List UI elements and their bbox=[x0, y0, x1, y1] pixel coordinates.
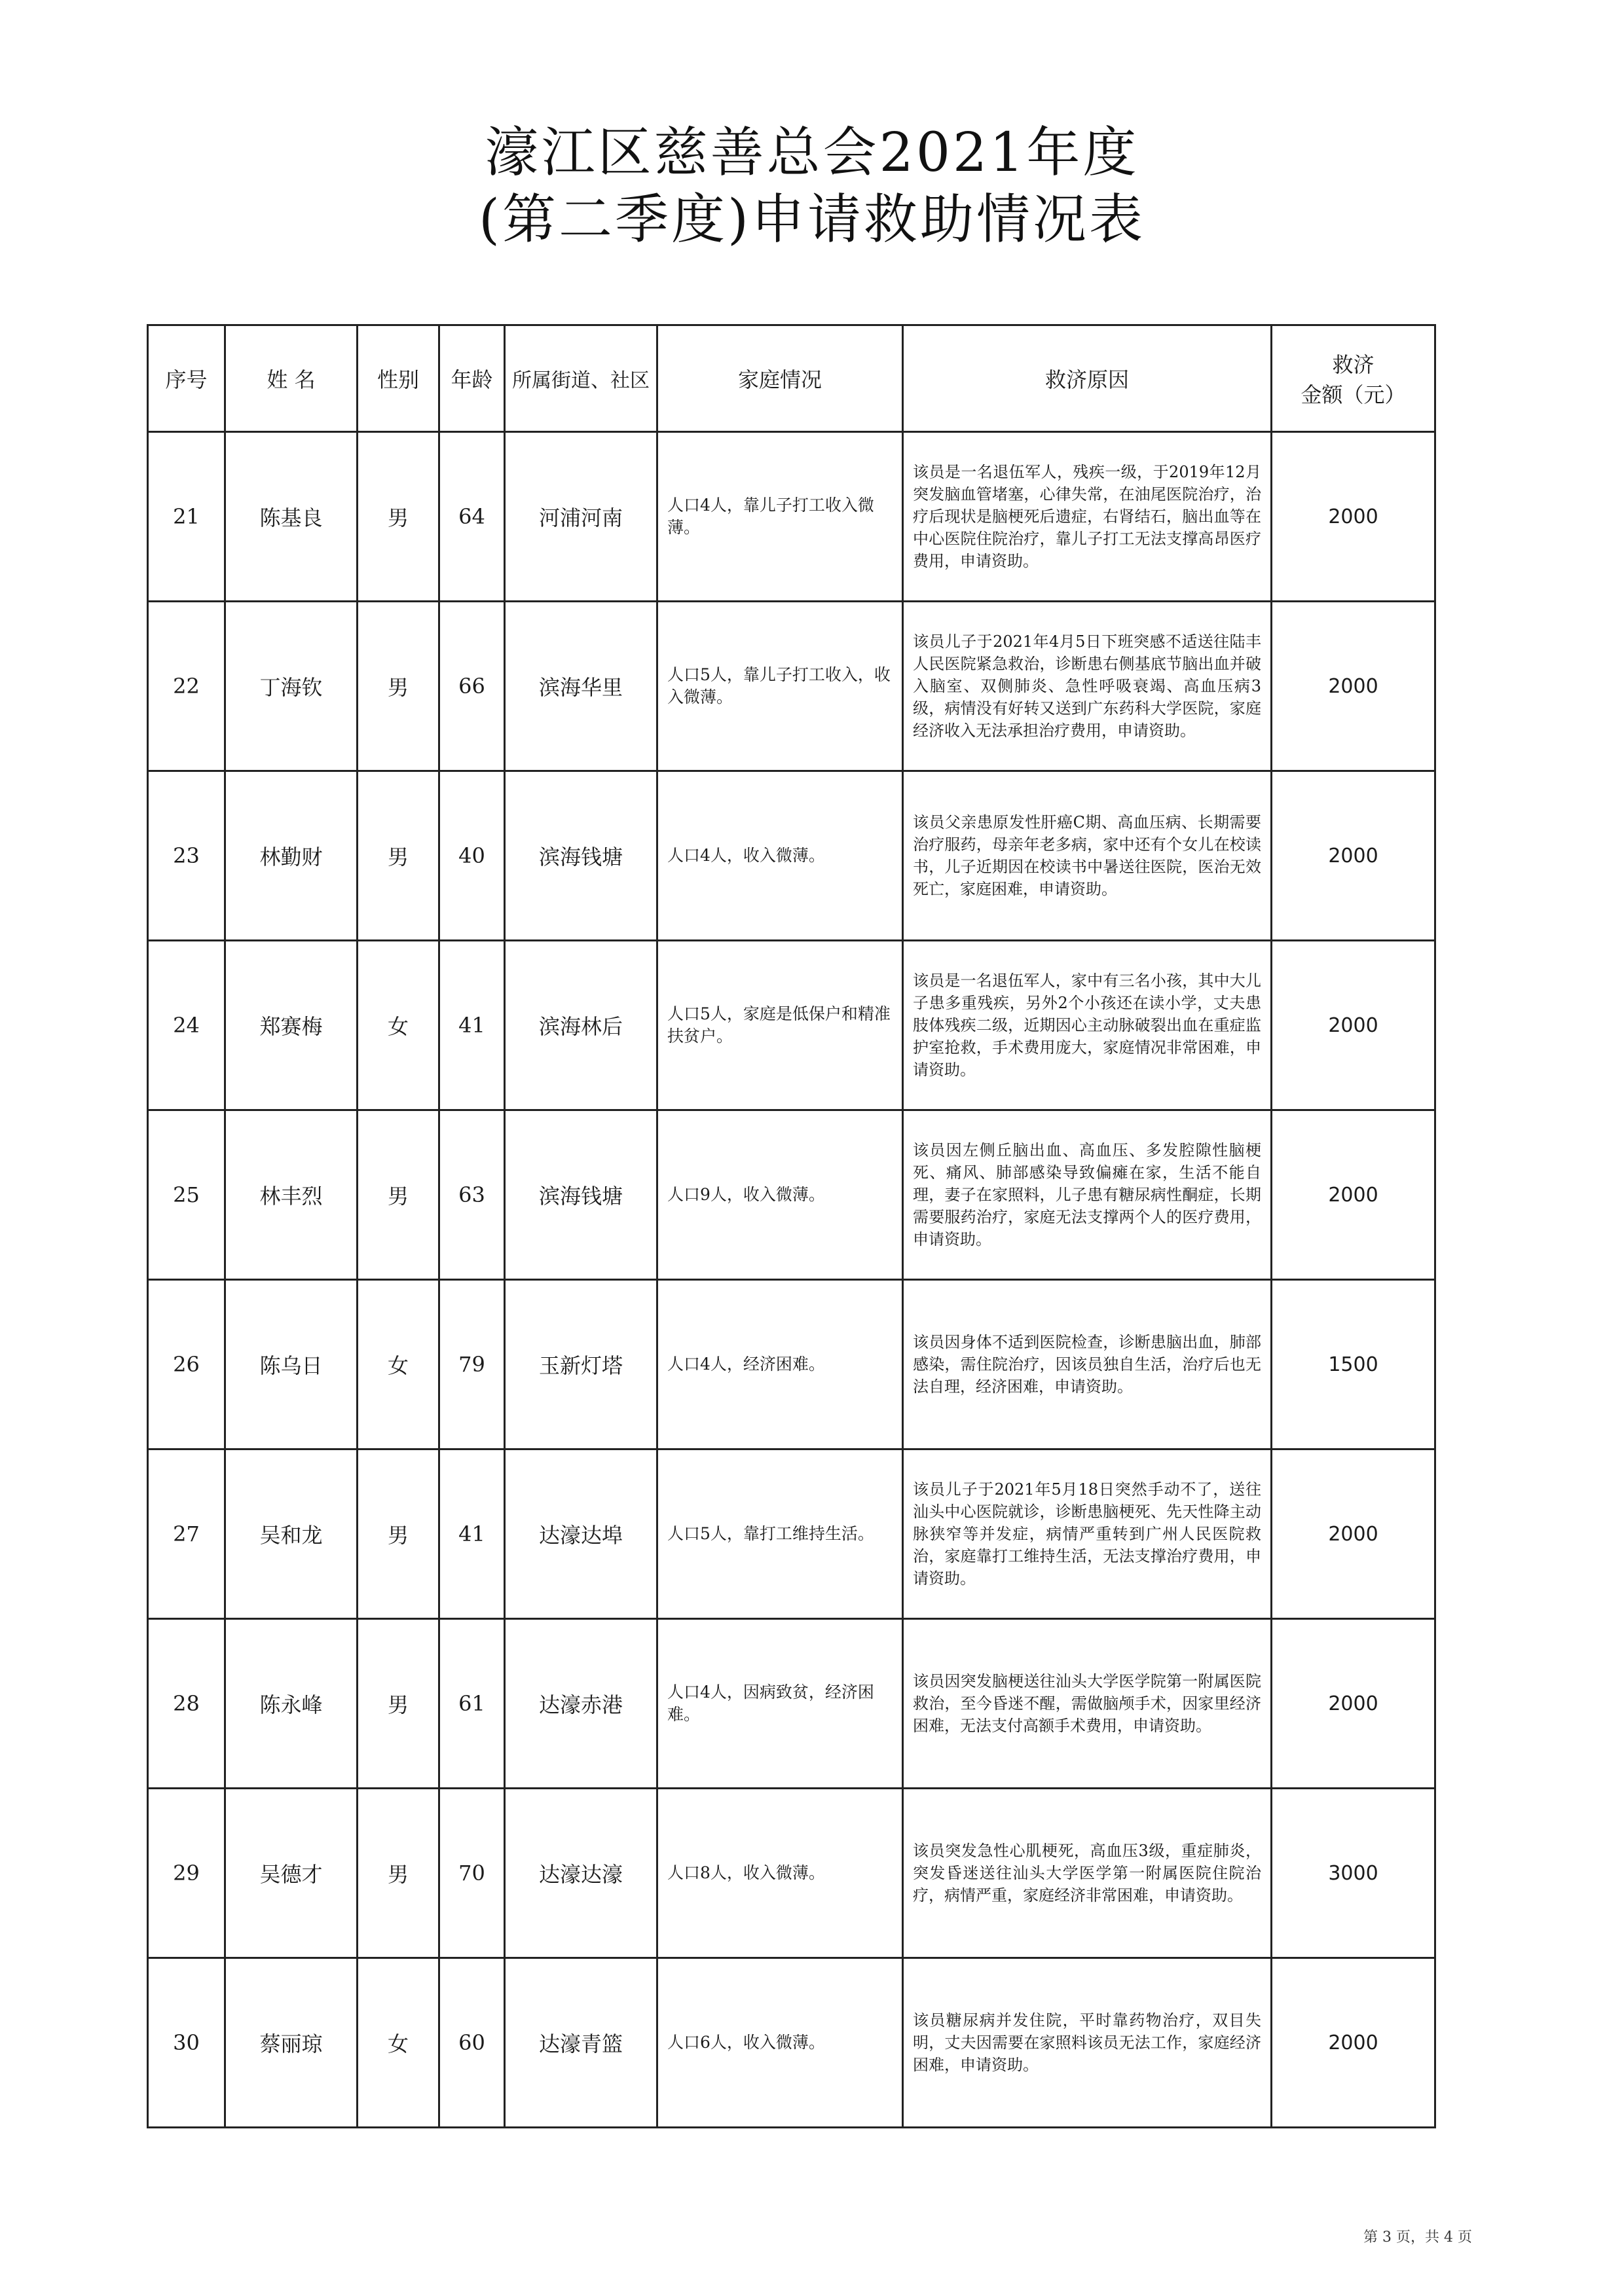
cell-family: 人口4人，经济困难。 bbox=[657, 1280, 903, 1449]
table-row bbox=[148, 771, 1435, 941]
cell-index: 25 bbox=[148, 1110, 225, 1280]
cell-community: 达濠青篮 bbox=[505, 1958, 657, 2128]
cell-reason: 该员因突发脑梗送往汕头大学医学院第一附属医院救治，至今昏迷不醒，需做脑颅手术，因家里经济困难，无法支付高额手术费用，申请资助。 bbox=[903, 1619, 1272, 1789]
cell-gender: 女 bbox=[358, 1280, 439, 1449]
cell-age: 79 bbox=[439, 1280, 505, 1449]
cell-name: 陈永峰 bbox=[225, 1619, 358, 1789]
cell-name: 吴和龙 bbox=[225, 1449, 358, 1619]
table-row bbox=[148, 602, 1435, 771]
cell-index: 24 bbox=[148, 941, 225, 1110]
cell-amount: 2000 bbox=[1272, 941, 1435, 1110]
document-title-line2: (第二季度)申请救助情况表 bbox=[479, 189, 1145, 251]
header-row bbox=[148, 325, 1435, 432]
cell-name: 陈乌日 bbox=[225, 1280, 358, 1449]
cell-gender: 女 bbox=[358, 1958, 439, 2128]
cell-community: 达濠达濠 bbox=[505, 1789, 657, 1958]
cell-name: 吴德才 bbox=[225, 1789, 358, 1958]
cell-age: 60 bbox=[439, 1958, 505, 2128]
cell-name: 丁海钦 bbox=[225, 602, 358, 771]
header-index: 序号 bbox=[148, 325, 225, 432]
table-row bbox=[148, 1449, 1435, 1619]
cell-age: 41 bbox=[439, 941, 505, 1110]
cell-reason: 该员突发急性心肌梗死，高血压3级，重症肺炎，突发昏迷送往汕头大学医学第一附属医院住院治疗，病情严重，家庭经济非常困难，申请资助。 bbox=[903, 1789, 1272, 1958]
cell-age: 64 bbox=[439, 432, 505, 602]
cell-family: 人口5人，靠打工维持生活。 bbox=[657, 1449, 903, 1619]
cell-community: 滨海钱塘 bbox=[505, 1110, 657, 1280]
cell-community: 河浦河南 bbox=[505, 432, 657, 602]
cell-age: 66 bbox=[439, 602, 505, 771]
cell-index: 23 bbox=[148, 771, 225, 941]
table-row bbox=[148, 941, 1435, 1110]
header-family: 家庭情况 bbox=[657, 325, 903, 432]
cell-gender: 男 bbox=[358, 1619, 439, 1789]
cell-index: 21 bbox=[148, 432, 225, 602]
cell-index: 30 bbox=[148, 1958, 225, 2128]
cell-reason: 该员父亲患原发性肝癌C期、高血压病、长期需要治疗服药，母亲年老多病，家中还有个女儿在校读书，儿子近期因在校读书中暑送往医院，医治无效死亡，家庭困难，申请资助。 bbox=[903, 771, 1272, 941]
cell-gender: 男 bbox=[358, 771, 439, 941]
cell-name: 郑赛梅 bbox=[225, 941, 358, 1110]
cell-community: 滨海钱塘 bbox=[505, 771, 657, 941]
cell-reason: 该员儿子于2021年5月18日突然手动不了，送往汕头中心医院就诊，诊断患脑梗死、先天性降主动脉狭窄等并发症，病情严重转到广州人民医院救治，家庭靠打工维持生活，无法支撑治疗费用，申请资助。 bbox=[903, 1449, 1272, 1619]
header-name: 姓 名 bbox=[225, 325, 358, 432]
cell-family: 人口9人，收入微薄。 bbox=[657, 1110, 903, 1280]
cell-community: 达濠达埠 bbox=[505, 1449, 657, 1619]
cell-amount: 2000 bbox=[1272, 1110, 1435, 1280]
cell-age: 70 bbox=[439, 1789, 505, 1958]
cell-index: 22 bbox=[148, 602, 225, 771]
cell-amount: 2000 bbox=[1272, 1958, 1435, 2128]
cell-family: 人口4人，靠儿子打工收入微薄。 bbox=[657, 432, 903, 602]
cell-family: 人口5人，靠儿子打工收入，收入微薄。 bbox=[657, 602, 903, 771]
relief-table bbox=[147, 324, 1436, 2128]
cell-community: 玉新灯塔 bbox=[505, 1280, 657, 1449]
table-row bbox=[148, 1958, 1435, 2128]
cell-community: 达濠赤港 bbox=[505, 1619, 657, 1789]
cell-index: 29 bbox=[148, 1789, 225, 1958]
header-gender: 性别 bbox=[358, 325, 439, 432]
header-community: 所属街道、社区 bbox=[505, 325, 657, 432]
cell-age: 40 bbox=[439, 771, 505, 941]
cell-family: 人口6人，收入微薄。 bbox=[657, 1958, 903, 2128]
cell-reason: 该员糖尿病并发住院，平时靠药物治疗，双目失明，丈夫因需要在家照料该员无法工作，家庭经济困难，申请资助。 bbox=[903, 1958, 1272, 2128]
cell-reason: 该员是一名退伍军人，家中有三名小孩，其中大儿子患多重残疾，另外2个小孩还在读小学，丈夫患肢体残疾二级，近期因心主动脉破裂出血在重症监护室抢救，手术费用庞大，家庭情况非常困难，申请资助。 bbox=[903, 941, 1272, 1110]
cell-gender: 男 bbox=[358, 1789, 439, 1958]
header-amount bbox=[1272, 325, 1435, 432]
cell-amount: 1500 bbox=[1272, 1280, 1435, 1449]
document-title-line1: 濠江区慈善总会2021年度 bbox=[485, 122, 1139, 184]
cell-reason: 该员是一名退伍军人，残疾一级，于2019年12月突发脑血管堵塞，心律失常，在油尾医院治疗，治疗后现状是脑梗死后遗症，右肾结石，脑出血等在中心医院住院治疗，靠儿子打工无法支撑高昂医疗费用，申请资助。 bbox=[903, 432, 1272, 602]
table-row bbox=[148, 1789, 1435, 1958]
cell-amount: 2000 bbox=[1272, 602, 1435, 771]
cell-amount: 2000 bbox=[1272, 1449, 1435, 1619]
cell-name: 蔡丽琼 bbox=[225, 1958, 358, 2128]
cell-amount: 2000 bbox=[1272, 1619, 1435, 1789]
cell-age: 61 bbox=[439, 1619, 505, 1789]
cell-gender: 男 bbox=[358, 1110, 439, 1280]
table-row bbox=[148, 1110, 1435, 1280]
cell-age: 41 bbox=[439, 1449, 505, 1619]
cell-reason: 该员因身体不适到医院检查，诊断患脑出血，肺部感染，需住院治疗，因该员独自生活，治疗后也无法自理，经济困难，申请资助。 bbox=[903, 1280, 1272, 1449]
header-amount-line1: 救济 bbox=[1332, 352, 1375, 377]
cell-reason: 该员儿子于2021年4月5日下班突感不适送往陆丰人民医院紧急救治，诊断患右侧基底节脑出血并破入脑室、双侧肺炎、急性呼吸衰竭、高血压病3级，病情没有好转又送到广东药科大学医院，家庭经济收入无法承担治疗费用，申请资助。 bbox=[903, 602, 1272, 771]
page-footer: 第 3 页，共 4 页 bbox=[1363, 2229, 1472, 2246]
cell-name: 陈基良 bbox=[225, 432, 358, 602]
cell-index: 28 bbox=[148, 1619, 225, 1789]
cell-age: 63 bbox=[439, 1110, 505, 1280]
cell-index: 27 bbox=[148, 1449, 225, 1619]
cell-name: 林丰烈 bbox=[225, 1110, 358, 1280]
cell-family: 人口4人，收入微薄。 bbox=[657, 771, 903, 941]
cell-family: 人口4人，因病致贫，经济困难。 bbox=[657, 1619, 903, 1789]
cell-amount: 2000 bbox=[1272, 432, 1435, 602]
cell-amount: 2000 bbox=[1272, 771, 1435, 941]
cell-name: 林勤财 bbox=[225, 771, 358, 941]
cell-family: 人口5人，家庭是低保户和精准扶贫户。 bbox=[657, 941, 903, 1110]
cell-gender: 女 bbox=[358, 941, 439, 1110]
cell-reason: 该员因左侧丘脑出血、高血压、多发腔隙性脑梗死、痛风、肺部感染导致偏瘫在家，生活不能自理，妻子在家照料，儿子患有糖尿病性酮症，长期需要服药治疗，家庭无法支撑两个人的医疗费用，申请资助。 bbox=[903, 1110, 1272, 1280]
cell-gender: 男 bbox=[358, 1449, 439, 1619]
header-age: 年龄 bbox=[439, 325, 505, 432]
header-reason: 救济原因 bbox=[903, 325, 1272, 432]
table-row bbox=[148, 1280, 1435, 1449]
cell-gender: 男 bbox=[358, 432, 439, 602]
table-row bbox=[148, 1619, 1435, 1789]
table-row bbox=[148, 432, 1435, 602]
cell-community: 滨海林后 bbox=[505, 941, 657, 1110]
cell-amount: 3000 bbox=[1272, 1789, 1435, 1958]
cell-gender: 男 bbox=[358, 602, 439, 771]
header-amount-line2: 金额（元） bbox=[1301, 382, 1406, 407]
cell-index: 26 bbox=[148, 1280, 225, 1449]
cell-family: 人口8人，收入微薄。 bbox=[657, 1789, 903, 1958]
cell-community: 滨海华里 bbox=[505, 602, 657, 771]
